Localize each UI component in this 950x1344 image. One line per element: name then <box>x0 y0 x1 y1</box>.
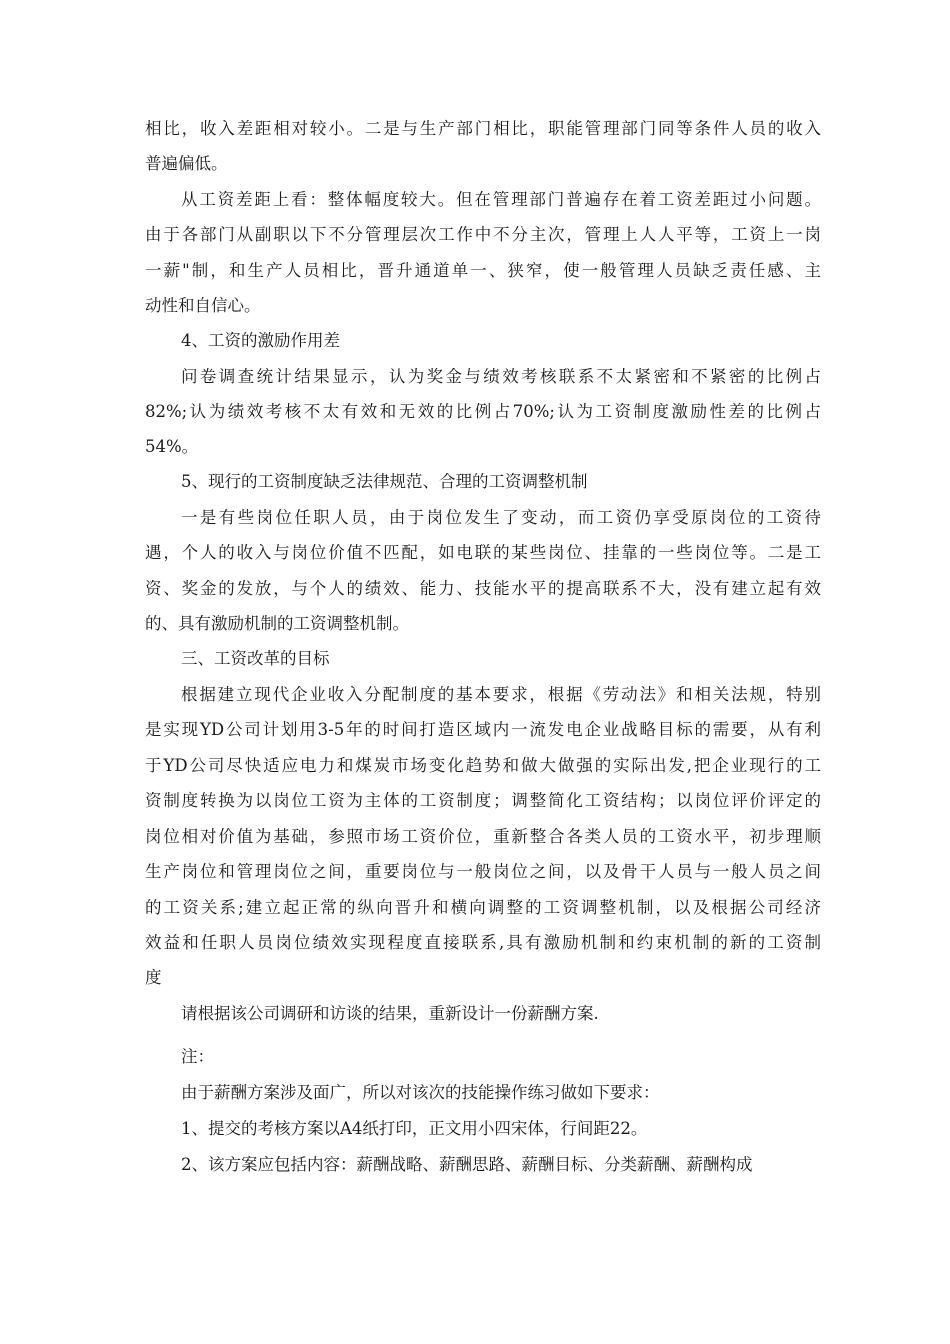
text-line: 的工资关系;建立起正常的纵向晋升和横向调整的工资调整机制，以及根据公司经济 <box>145 898 821 917</box>
note-heading: 注： <box>181 1047 214 1066</box>
text-line: 从工资差距上看：整体幅度较大。但在管理部门普遍存在着工资差距过小问题。 <box>181 190 821 209</box>
text-line: 资制度转换为以岗位工资为主体的工资制度；调整简化工资结构；以岗位评价评定的 <box>145 791 821 810</box>
list-item: 1、提交的考核方案以A4纸打印，正文用小四宋体，行间距22。 <box>181 1119 648 1138</box>
text-line: 遇，个人的收入与岗位价值不匹配，如电联的某些岗位、挂靠的一些岗位等。二是工 <box>145 543 821 562</box>
text-line: 普遍偏低。 <box>145 154 228 173</box>
section-heading: 4、工资的激励作用差 <box>181 331 340 350</box>
text-line: 一薪"制，和生产人员相比，晋升通道单一、狭窄，使一般管理人员缺乏责任感、主 <box>145 261 821 280</box>
section-heading: 5、现行的工资制度缺乏法律规范、合理的工资调整机制 <box>181 472 588 491</box>
text-line: 度 <box>145 968 162 987</box>
text-line: 54%。 <box>145 437 199 456</box>
text-line: 由于薪酬方案涉及面广，所以对该次的技能操作练习做如下要求： <box>181 1083 660 1102</box>
list-item: 2、该方案应包括内容：薪酬战略、薪酬思路、薪酬目标、分类薪酬、薪酬构成 <box>181 1155 753 1174</box>
text-line: 请根据该公司调研和访谈的结果，重新设计一份薪酬方案. <box>181 1004 599 1023</box>
text-line: 资、奖金的发放，与个人的绩效、能力、技能水平的提高联系不大，没有建立起有效 <box>145 579 821 598</box>
text-line: 82%;认为绩效考核不太有效和无效的比例占70%;认为工资制度激励性差的比例占 <box>145 402 821 421</box>
text-line: 于YD公司尽快适应电力和煤炭市场变化趋势和做大做强的实际出发,把企业现行的工 <box>145 756 821 775</box>
text-line: 一是有些岗位任职人员，由于岗位发生了变动，而工资仍享受原岗位的工资待 <box>181 508 821 527</box>
text-line: 相比，收入差距相对较小。二是与生产部门相比，职能管理部门同等条件人员的收入 <box>145 119 821 138</box>
text-line: 效益和任职人员岗位绩效实现程度直接联系,具有激励机制和约束机制的新的工资制 <box>145 933 821 952</box>
text-line: 由于各部门从副职以下不分管理层次工作中不分主次，管理上人人平等，工资上一岗 <box>145 225 821 244</box>
text-line: 生产岗位和管理岗位之间，重要岗位与一般岗位之间，以及骨干人员与一般人员之间 <box>145 862 821 881</box>
text-line: 动性和自信心。 <box>145 296 261 315</box>
text-line: 问卷调查统计结果显示，认为奖金与绩效考核联系不太紧密和不紧密的比例占 <box>181 367 821 386</box>
section-heading: 三、工资改革的目标 <box>181 649 330 668</box>
text-line: 根据建立现代企业收入分配制度的基本要求，根据《劳动法》和相关法规，特别 <box>181 685 821 704</box>
text-line: 岗位相对价值为基础，参照市场工资价位，重新整合各类人员的工资水平，初步理顺 <box>145 827 821 846</box>
text-line: 的、具有激励机制的工资调整机制。 <box>145 614 409 633</box>
text-line: 是实现YD公司计划用3-5年的时间打造区域内一流发电企业战略目标的需要，从有利 <box>145 720 821 739</box>
